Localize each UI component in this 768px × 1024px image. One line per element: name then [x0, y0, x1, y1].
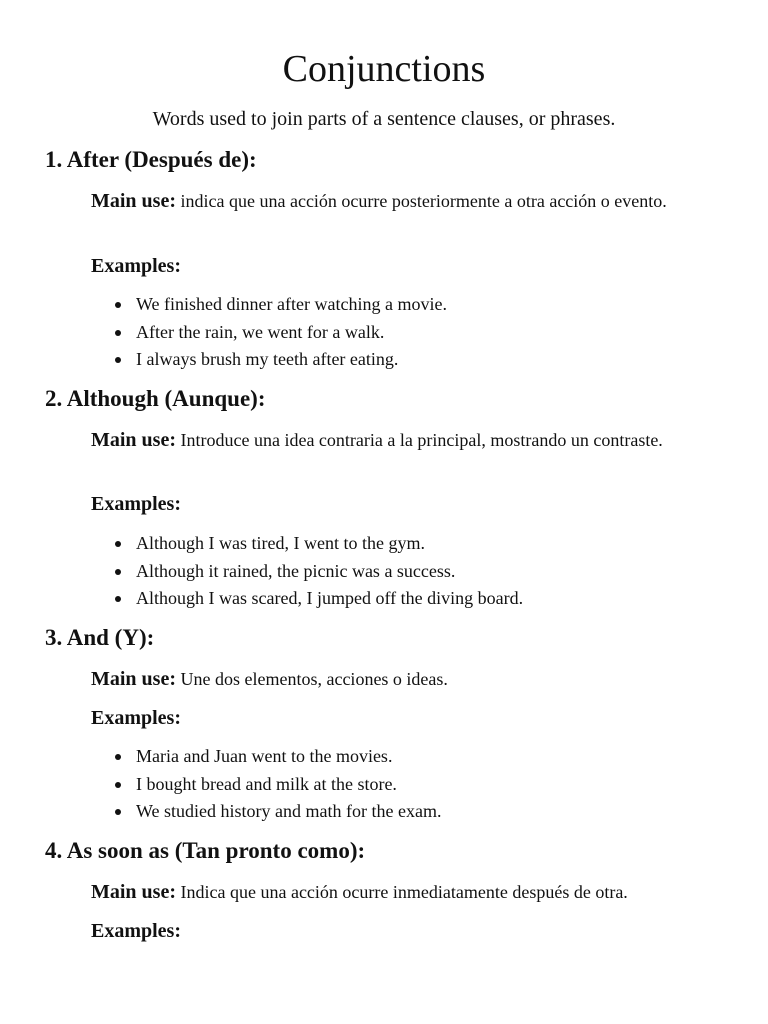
example-text: Although it rained, the picnic was a success.	[136, 560, 456, 581]
list-item	[112, 291, 447, 319]
example-text: Although I was tired, I went to the gym.	[136, 533, 425, 553]
bullet-icon	[115, 809, 121, 815]
bullet-icon	[115, 541, 121, 547]
page-subtitle: Words used to join parts of a sentence clauses, or phrases.	[152, 108, 616, 130]
main-use-label: Main use:	[91, 190, 176, 212]
list-item	[112, 771, 441, 799]
main-use-text: Introduce una idea contraria a la principal, mostrando un contraste.	[180, 430, 663, 450]
examples-list	[112, 743, 441, 826]
main-use-text: indica que una acción ocurre posteriormente a otra acción o evento.	[180, 191, 667, 211]
list-item	[112, 558, 523, 586]
main-use-paragraph	[91, 879, 722, 905]
main-use-text: Indica que una acción ocurre inmediatamente después de otra.	[180, 882, 628, 902]
examples-label: Examples:	[91, 707, 181, 729]
main-use-paragraph	[91, 666, 722, 692]
bullet-icon	[115, 782, 121, 788]
examples-label: Examples:	[91, 493, 181, 515]
examples-label: Examples:	[91, 920, 181, 942]
main-use-label: Main use:	[91, 668, 176, 690]
examples-list	[112, 291, 447, 374]
main-use-label: Main use:	[91, 881, 176, 903]
section-heading: 1. After (Después de):	[45, 147, 257, 172]
list-item	[112, 743, 441, 771]
example-text: Maria and Juan went to the movies.	[136, 746, 393, 766]
section-heading: 3. And (Y):	[45, 625, 155, 650]
example-text: I always brush my teeth after eating.	[136, 349, 399, 369]
examples-label: Examples:	[91, 255, 181, 277]
bullet-icon	[115, 754, 121, 760]
example-text: We studied history and math for the exam.	[136, 801, 442, 821]
bullet-icon	[115, 569, 121, 575]
example-text: Although I was scared, I jumped off the diving board.	[136, 588, 524, 608]
main-use-text: Une dos elementos, acciones o ideas.	[180, 669, 448, 689]
example-text: After the rain, we went for a walk.	[136, 321, 385, 342]
example-text: We finished dinner after watching a movie.	[136, 294, 447, 314]
list-item	[112, 319, 447, 347]
list-item	[112, 585, 523, 613]
bullet-icon	[115, 330, 121, 336]
list-item	[112, 798, 441, 826]
examples-list	[112, 530, 523, 613]
list-item	[112, 530, 523, 558]
bullet-icon	[115, 302, 121, 308]
bullet-icon	[115, 357, 121, 363]
section-heading: 2. Although (Aunque):	[45, 386, 266, 411]
main-use-label: Main use:	[91, 429, 176, 451]
bullet-icon	[115, 596, 121, 602]
main-use-paragraph	[91, 427, 722, 453]
main-use-paragraph	[91, 188, 722, 214]
section-heading: 4. As soon as (Tan pronto como):	[45, 838, 366, 863]
example-text: I bought bread and milk at the store.	[136, 773, 397, 794]
page-title: Conjunctions	[282, 48, 486, 90]
list-item	[112, 346, 447, 374]
